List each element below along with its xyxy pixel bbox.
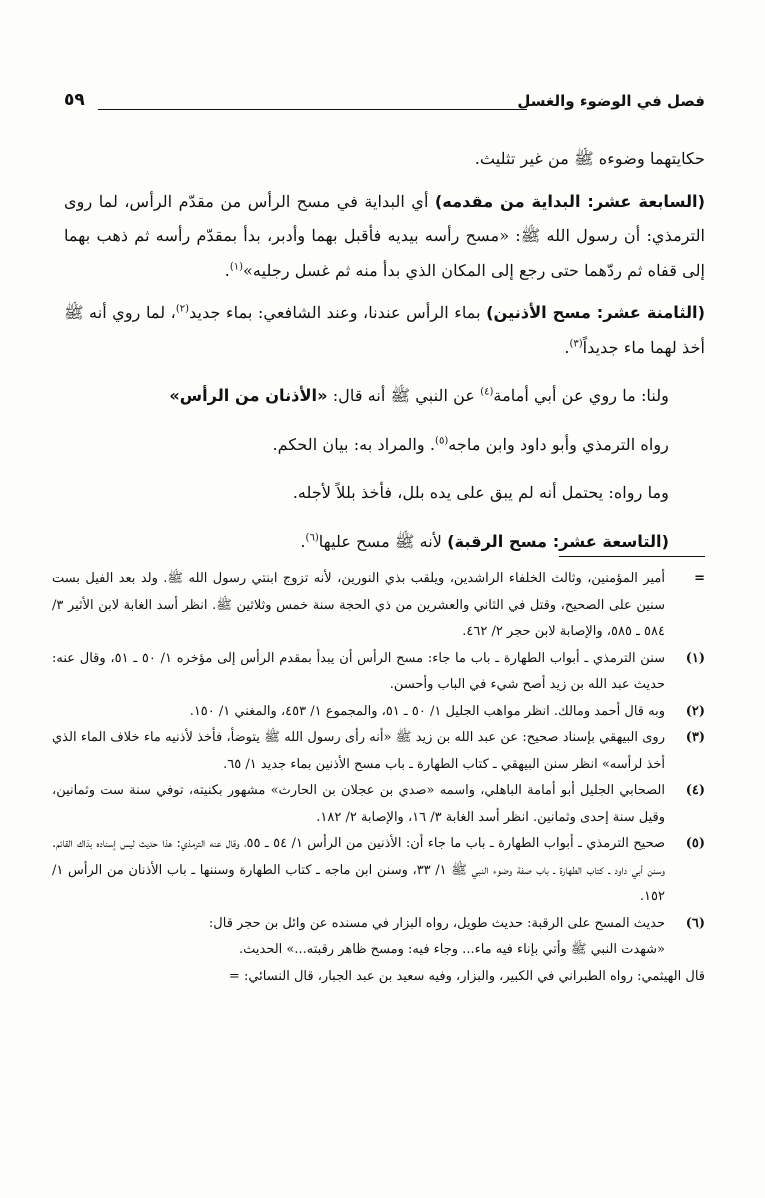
hadith-quote: «الأذنان من الرأس»	[169, 386, 328, 405]
footnote-continuation: قال الهيثمي: رواه الطبراني في الكبير، والبزار، وفيه سعيد بن عبد الجبار، قال النسائي: =	[228, 968, 705, 984]
footnote-mark: (٢)	[685, 703, 705, 719]
footnote-text: روى البيهقي بإسناد صحيح: عن عبد الله بن زيد ﷺ «أنه رأى رسول الله ﷺ يتوضأ، فأخذ لأذنيه ماء خلاف الماء الذي أخذ لرأسه» انظر سنن البيهقي ـ كتاب الطهارة ـ باب مسح الأذنين بماء جديد ١/ ٦٥.	[52, 730, 665, 772]
chapter-title: فصل في الوضوء والغسل	[517, 92, 705, 110]
running-header	[64, 92, 705, 118]
paragraph-text: عن النبي ﷺ أنه قال:	[327, 386, 481, 405]
footnote-mark: (٤)	[685, 783, 705, 798]
paragraph-eighteenth	[64, 296, 705, 365]
paragraph-text: . والمراد به: بيان الحكم.	[272, 434, 436, 454]
main-text	[64, 142, 705, 559]
footnote-ref[interactable]: (٦)	[305, 532, 319, 544]
paragraph-narration	[64, 428, 705, 463]
footnote-ref[interactable]: (٤)	[480, 386, 494, 398]
footnote-mark: =	[694, 571, 705, 586]
punctuation: .	[300, 531, 306, 551]
paragraph-text: ولنا: ما روي عن أبي أمامة	[493, 386, 669, 405]
footnote-ref[interactable]: (١)	[229, 261, 243, 273]
footnote-3	[52, 725, 705, 778]
footnote-text: صحيح الترمذي ـ أبواب الطهارة ـ باب ما جاء أن: الأذنين من الرأس ١/ ٥٤ ـ ٥٥، وقال عنه الترمذي: هذا حديث ليس إسناده بذاك القائم. وسنن أبي داود ـ كتاب الطهارة ـ باب صفة وضوء النبي ﷺ ١/ ٣٣، وسنن ابن ماجه ـ كتاب الطهارة وسننها ـ باب الأذنان من الرأس ١/ ١٥٢.	[52, 836, 666, 904]
paragraph-text: ، لما روي أنه ﷺ أخذ لهما ماء جديداً	[64, 303, 705, 357]
footnote-separator	[559, 556, 705, 557]
footnote-5	[52, 831, 705, 911]
paragraph-response: وما رواه: يحتمل أنه لم يبق على يده بلل، فأخذ بللاً لأجله.	[292, 483, 669, 502]
footnote-1	[52, 646, 705, 699]
footnote-line: «شهدت النبي ﷺ وأتي بإناء فيه ماء... وجاء فيه: ومسح ظاهر رقبته...» الحديث.	[238, 942, 665, 957]
footnote-ref[interactable]: (٥)	[435, 435, 449, 447]
footnote-2	[52, 699, 705, 726]
footnote-mark: (٦)	[685, 915, 705, 931]
footnote-text: أمير المؤمنين، وثالث الخلفاء الراشدين، ويلقب بذي النورين، لأنه تزوج ابنتي رسول الله ﷺ. ولد بعد الفيل بست سنين على الصحيح، وقتل في الثاني والعشرين من ذي الحجة سنة خمس وثلاثين ﷺ. انظر أسد الغابة لابن الأثير ٣/ ٥٨٤ ـ ٥٨٥، والإصابة لابن حجر ٢/ ٤٦٢.	[52, 571, 665, 639]
paragraph-seventeenth	[64, 185, 705, 289]
footnote-line: حديث المسح على الرقبة: حديث طويل، رواه البزار في مسنده عن وائل بن حجر قال:	[208, 915, 665, 931]
footnote-text: سنن الترمذي ـ أبواب الطهارة ـ باب ما جاء: مسح الرأس أن يبدأ بمقدم الرأس إلى مؤخره ١/ ٥٠ ـ ٥١، وقال عنه: حديث عبد الله بن زيد أصح شيء في الباب وأحسن.	[52, 650, 666, 692]
footnote-text	[52, 911, 665, 964]
section-heading: (التاسعة عشر: مسح الرقبة)	[447, 531, 669, 551]
paragraph-nineteenth	[64, 525, 705, 560]
footnotes	[52, 566, 705, 990]
paragraph-text: لأنه ﷺ مسح عليها	[318, 531, 448, 551]
footnote-4	[52, 778, 705, 831]
paragraph-continuation: حكايتهما وضوءه ﷺ من غير تثليث.	[474, 149, 705, 168]
footnote-text: وبه قال أحمد ومالك. انظر مواهب الجليل ١/ ٥٠ ـ ٥١، والمجموع ١/ ٤٥٣، والمغني ١/ ١٥٠.	[189, 703, 665, 719]
section-heading: (الثامنة عشر: مسح الأذنين)	[486, 303, 705, 322]
paragraph-evidence	[64, 379, 705, 414]
footnote-ref[interactable]: (٢)	[175, 303, 190, 315]
footnote-mark: (٥)	[685, 836, 705, 851]
footnote-mark: (١)	[685, 650, 705, 666]
section-heading: (السابعة عشر: البداية من مقدمه)	[434, 191, 705, 211]
header-rule	[98, 109, 527, 110]
paragraph-text: أي البداية في مسح الرأس من مقدّم الرأس، لما روى الترمذي: أن رسول الله ﷺ: «مسح رأسه بيديه فأقبل بهما وأدبر، بدأ بمقدّم رأسه ثم ذهب بهما إلى قفاه ثم ردّهما حتى رجع إلى المكان الذي بدأ منه ثم غسل رجليه»	[64, 191, 705, 280]
punctuation: .	[224, 260, 230, 280]
footnote-continued	[52, 566, 705, 646]
footnote-text: الصحابي الجليل أبو أمامة الباهلي، واسمه «صدي بن عجلان بن الحارث» مشهور بكنيته، توفي سنة ست وثمانين، وقيل سنة إحدى وثمانين. انظر أسد الغابة ٣/ ١٦، والإصابة ٢/ ١٨٢.	[52, 783, 665, 825]
punctuation: .	[564, 337, 570, 357]
footnote-mark: (٣)	[685, 730, 705, 745]
footnote-6	[52, 911, 705, 964]
paragraph-text: رواه الترمذي وأبو داود وابن ماجه	[448, 434, 669, 454]
footnote-ref[interactable]: (٣)	[569, 338, 583, 350]
paragraph-text: بماء الرأس عندنا، وعند الشافعي: بماء جديد	[189, 303, 487, 322]
page-number: ٥٩	[64, 90, 85, 110]
